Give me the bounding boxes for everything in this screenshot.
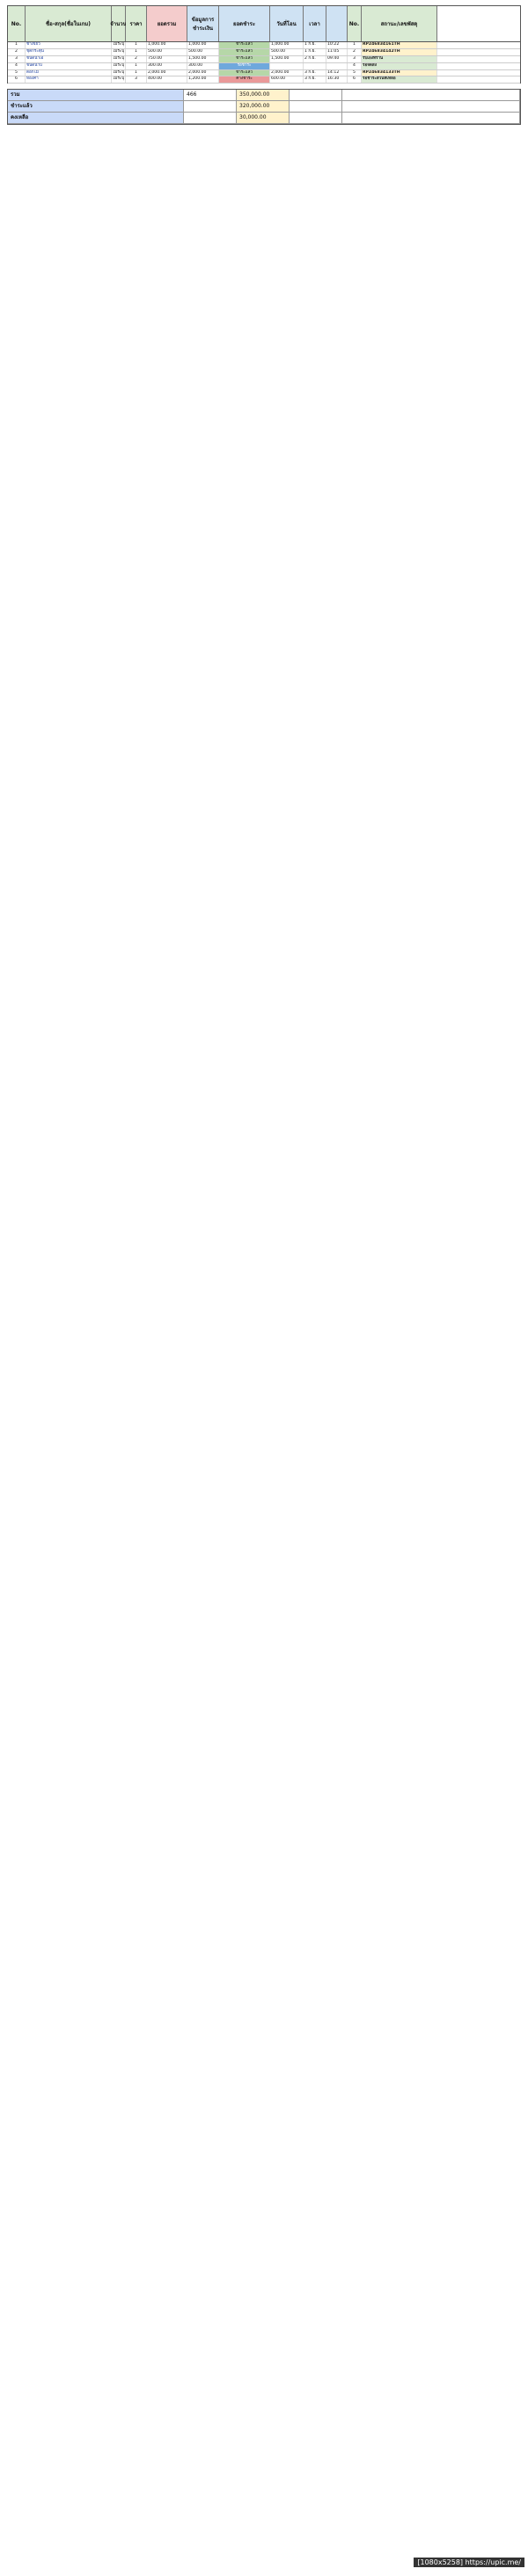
table-row — [8, 56, 520, 63]
remain-label: คงเหลือ — [8, 113, 184, 123]
cell-tr: RP246834142TH — [362, 49, 437, 55]
cell-a: ไม่ระบุ — [112, 70, 126, 76]
cell-d: 2,000.00 — [187, 70, 219, 76]
col-payment: ข้อมูลการชำระเงิน — [187, 6, 219, 41]
cell-name: ชนิดน้ำบี — [26, 63, 112, 69]
paid-row — [8, 101, 520, 113]
cell-d: 300.00 — [187, 63, 219, 69]
cell-d: 1,200.00 — [187, 76, 219, 83]
cell-c: 300.00 — [147, 63, 187, 69]
table-row — [8, 42, 520, 49]
cell-f: 3 ก.ย. — [304, 70, 326, 76]
cell-a: ไม่ระบุ — [112, 76, 126, 83]
cell-no: 3 — [8, 56, 26, 62]
col-date: วันที่โอน — [270, 6, 304, 41]
table-body — [7, 42, 521, 84]
cell-f: 3 ก.ย. — [304, 76, 326, 83]
cell-h: 2 — [348, 49, 362, 55]
col-no: No. — [8, 6, 26, 41]
cell-e: 1,500.00 — [270, 56, 304, 62]
cell-a: ไม่ระบุ — [112, 49, 126, 55]
cell-no: 6 — [8, 76, 26, 83]
totals-block — [7, 89, 521, 125]
table-row — [8, 49, 520, 56]
cell-tr: RP246834133TH — [362, 70, 437, 76]
cell-name: ทองคำ — [26, 76, 112, 83]
cell-g: 09:40 — [326, 56, 348, 62]
col-name: ชื่อ-สกุล(ชื่อในเกม) — [26, 6, 112, 41]
col-extra — [326, 6, 348, 41]
cell-b: 1 — [126, 49, 147, 55]
col-paid: ยอดชำระ — [219, 6, 270, 41]
cell-g — [326, 63, 348, 69]
cell-h: 5 — [348, 70, 362, 76]
col-price: ราคา — [126, 6, 147, 41]
cell-h: 1 — [348, 42, 362, 48]
cell-d: 500.00 — [187, 49, 219, 55]
cell-st: รอชำระ — [219, 63, 270, 69]
cell-a: ไม่ระบุ — [112, 42, 126, 48]
cell-e: 1,000.00 — [270, 42, 304, 48]
cell-c: 1,000.00 — [147, 42, 187, 48]
cell-h: 6 — [348, 76, 362, 83]
cell-no: 5 — [8, 70, 26, 76]
cell-e — [270, 63, 304, 69]
cell-b: 1 — [126, 63, 147, 69]
total-row — [8, 90, 520, 101]
cell-b: 1 — [126, 70, 147, 76]
cell-tr: รอจัดส่ง — [362, 63, 437, 69]
cell-tr: รอชำระส่วนที่เหลือ — [362, 76, 437, 83]
col-time: เวลา — [304, 6, 326, 41]
col-total: ยอดรวม — [147, 6, 187, 41]
table-row — [8, 70, 520, 77]
total-label: รวม — [8, 90, 184, 100]
table-row — [8, 76, 520, 84]
remain-row — [8, 113, 520, 124]
cell-h: 3 — [348, 56, 362, 62]
cell-st: ชำระแล้ว — [219, 42, 270, 48]
table-header — [7, 5, 521, 42]
paid-label: ชำระแล้ว — [8, 101, 184, 112]
cell-f: 2 ก.ย. — [304, 56, 326, 62]
table-row — [8, 63, 520, 70]
cell-c: 500.00 — [147, 49, 187, 55]
cell-d: 1,000.00 — [187, 42, 219, 48]
cell-f: 1 ก.ย. — [304, 42, 326, 48]
cell-f: 1 ก.ย. — [304, 49, 326, 55]
cell-st: ค้างชำระ — [219, 76, 270, 83]
cell-tr: รับเองที่ร้าน — [362, 56, 437, 62]
total-amount: 350,000.00 — [237, 90, 290, 100]
cell-c: 400.00 — [147, 76, 187, 83]
cell-h: 4 — [348, 63, 362, 69]
cell-g: 11:05 — [326, 49, 348, 55]
cell-b: 1 — [126, 42, 147, 48]
cell-g: 16:30 — [326, 76, 348, 83]
cell-b: 2 — [126, 56, 147, 62]
cell-e: 600.00 — [270, 76, 304, 83]
cell-a: ไม่ระบุ — [112, 56, 126, 62]
cell-f — [304, 63, 326, 69]
cell-no: 2 — [8, 49, 26, 55]
total-qty: 466 — [184, 90, 237, 100]
cell-g: 14:12 — [326, 70, 348, 76]
cell-b: 3 — [126, 76, 147, 83]
cell-c: 750.00 — [147, 56, 187, 62]
cell-no: 4 — [8, 63, 26, 69]
cell-st: ชำระแล้ว — [219, 56, 270, 62]
cell-name: ชุดกระตุ้น — [26, 49, 112, 55]
cell-e: 2,000.00 — [270, 70, 304, 76]
paid-amount: 320,000.00 — [237, 101, 290, 112]
cell-tr: RP246834161TH — [362, 42, 437, 48]
cell-st: ชำระแล้ว — [219, 70, 270, 76]
cell-g: 10:22 — [326, 42, 348, 48]
cell-d: 1,500.00 — [187, 56, 219, 62]
cell-st: ชำระแล้ว — [219, 49, 270, 55]
cell-c: 2,000.00 — [147, 70, 187, 76]
cell-e: 500.00 — [270, 49, 304, 55]
col-qty: จำนวน — [112, 6, 126, 41]
remain-amount: 30,000.00 — [237, 113, 290, 123]
spreadsheet — [7, 5, 521, 125]
cell-name: ชนิดน้ำเอ — [26, 56, 112, 62]
cell-name: ดอกไม้ — [26, 70, 112, 76]
source-badge: [1080x5258] https://upic.me/ — [414, 2558, 524, 2567]
col-no2: No. — [348, 6, 362, 41]
cell-name: ชาเขียว — [26, 42, 112, 48]
cell-no: 1 — [8, 42, 26, 48]
col-tracking: สถานะ/เลขพัสดุ — [362, 6, 437, 41]
cell-a: ไม่ระบุ — [112, 63, 126, 69]
